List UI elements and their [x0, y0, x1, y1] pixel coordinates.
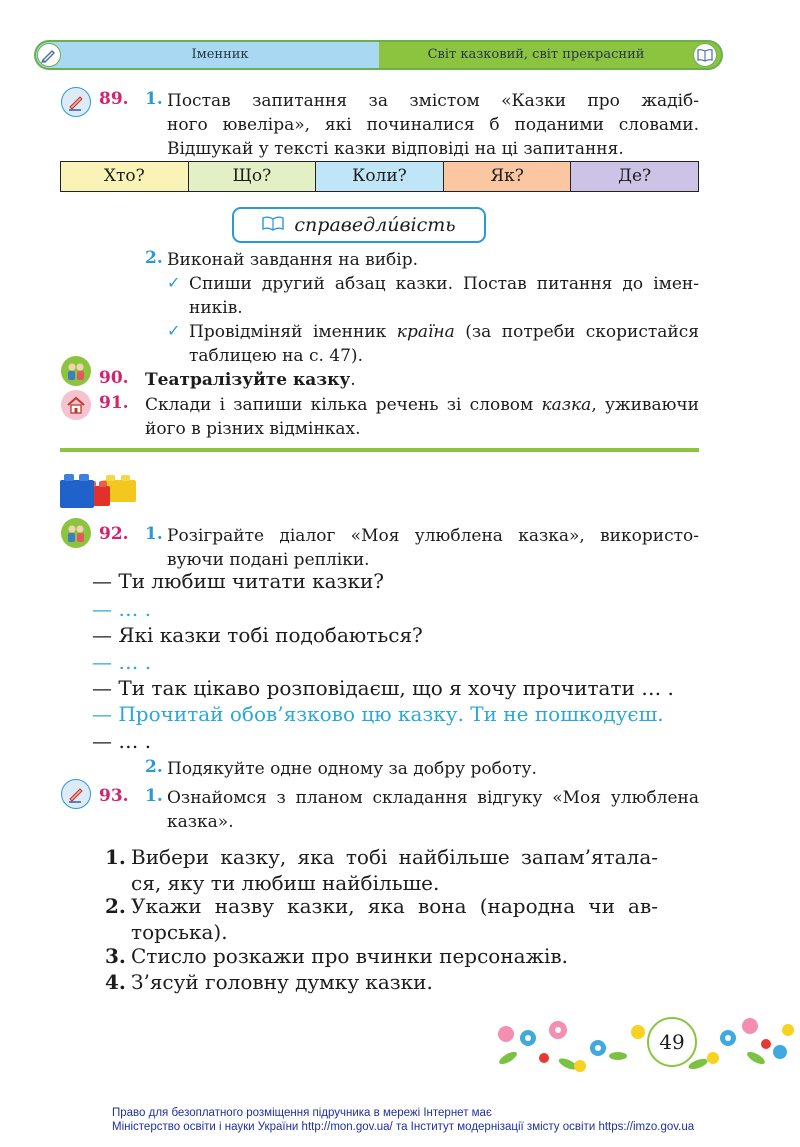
ex93-task1-number: 1.	[145, 786, 163, 806]
dialog-line: — … .	[92, 729, 152, 753]
plan-item-number: 1.	[105, 845, 126, 869]
dialog-line: — … .	[92, 597, 152, 621]
exercise-93-number: 93.	[99, 786, 129, 806]
flower-decoration	[488, 1008, 800, 1084]
ex91-line1	[145, 393, 699, 417]
page-number: 49	[647, 1017, 697, 1067]
pen-icon	[37, 43, 61, 67]
plan-item-line: Вибери казку, яка тобі найбільше запам’ятала-	[131, 845, 658, 869]
ex89-task1-line1: Постав запитання за змістом «Казки про жадіб-	[167, 91, 699, 111]
ex93-task1-line1: Ознайомся з планом складання відгуку «Моя улюблена	[167, 788, 699, 808]
ex89-task1-line3: Відшукай у тексті казки відповіді на ці запитання.	[167, 139, 624, 159]
writing-task-icon	[61, 779, 91, 809]
ex92-task1-line2: вуючи подані репліки.	[167, 550, 370, 570]
section-divider	[60, 448, 699, 452]
option2-text: Провідміняй іменник	[189, 322, 397, 342]
ex92-task2-text: Подякуйте одне одному за добру роботу.	[167, 759, 537, 779]
checkmark-icon: ✓	[167, 273, 181, 292]
plan-item-number: 3.	[105, 944, 126, 968]
ex90-text-bold: Театралізуйте казку	[145, 370, 351, 390]
ex93-task1-line2: казка».	[167, 812, 234, 832]
dialog-line: — Ти любиш читати казки?	[92, 569, 385, 593]
question-words-table	[60, 161, 699, 192]
option2-italic-word: країна	[396, 322, 455, 342]
dialog-line: — Які казки тобі подобаються?	[92, 623, 423, 647]
footer-line2: Міністерство освіти і науки України http://mon.gov.ua/ та Інститут модернізації змісту освіти https://imzo.gov.ua	[112, 1121, 695, 1133]
ex89-task2-intro: Виконай завдання на вибір.	[167, 250, 418, 270]
homework-icon	[61, 390, 91, 420]
plan-item-number: 4.	[105, 970, 126, 994]
ex89-option1-line1: Спиши другий абзац казки. Постав питання до імен-	[189, 274, 699, 294]
open-book-icon	[262, 214, 284, 236]
header-chapter-title: Світ казковий, світ прекрасний	[427, 47, 645, 62]
question-cell: Хто?	[61, 162, 189, 191]
question-cell: Де?	[571, 162, 698, 191]
checkmark-icon: ✓	[167, 321, 181, 340]
building-blocks-icon	[58, 470, 142, 514]
ex91-text: Склади і запиши кілька речень зі словом	[145, 395, 542, 415]
ex91-text-end: , уживаючи	[591, 395, 699, 415]
ex92-task1-number: 1.	[145, 524, 163, 544]
dialog-line: — Ти так цікаво розповідаєш, що я хочу прочитати … .	[92, 676, 674, 700]
exercise-92-number: 92.	[99, 524, 129, 544]
option2-text-end: (за потреби скористайся	[454, 322, 699, 342]
plan-item-line: ся, яку ти любиш найбільше.	[131, 871, 440, 895]
vocabulary-word-box	[232, 207, 486, 243]
ex89-task1-line2: ного ювеліра», які починалися б поданими словами.	[167, 115, 699, 135]
writing-task-icon	[61, 87, 91, 117]
plan-item-line: З’ясуй головну думку казки.	[131, 970, 433, 994]
plan-item-line: Укажи назву казки, яка вона (народна чи ав-	[131, 894, 658, 918]
plan-item-number: 2.	[105, 894, 126, 918]
ex89-option2-line1	[189, 320, 699, 344]
header-section-title: Іменник	[191, 47, 249, 62]
question-cell: Як?	[444, 162, 572, 191]
ex89-task2-number: 2.	[145, 248, 163, 268]
ex89-option1-line2: ників.	[189, 298, 243, 318]
footer-line1: Право для безоплатного розміщення підручника в мережі Інтернет має	[112, 1107, 492, 1119]
ex90-text	[145, 368, 356, 392]
ex92-task1-line1: Розіграйте діалог «Моя улюблена казка», використо-	[167, 526, 699, 546]
pair-work-icon	[61, 356, 91, 386]
ex91-line2: його в різних відмінках.	[145, 419, 361, 439]
ex91-italic-word: казка	[541, 395, 592, 415]
exercise-89-number: 89.	[99, 89, 129, 109]
plan-item-line: торська).	[131, 920, 228, 944]
question-cell: Коли?	[316, 162, 444, 191]
book-icon	[693, 43, 717, 67]
ex89-task1-number: 1.	[145, 89, 163, 109]
question-cell: Що?	[189, 162, 317, 191]
ex92-task2-number: 2.	[145, 757, 163, 777]
vocabulary-word: справедли́вість	[294, 214, 456, 236]
dialog-line: — Прочитай обов’язково цю казку. Ти не пошкодуєш.	[92, 702, 664, 726]
plan-item-line: Стисло розкажи про вчинки персонажів.	[131, 944, 569, 968]
ex89-option2-line2: таблицею на с. 47).	[189, 346, 363, 366]
ex90-period: .	[350, 370, 356, 390]
exercise-91-number: 91.	[99, 393, 129, 413]
dialog-line: — … .	[92, 650, 152, 674]
exercise-90-number: 90.	[99, 368, 129, 388]
pair-work-icon	[61, 518, 91, 548]
